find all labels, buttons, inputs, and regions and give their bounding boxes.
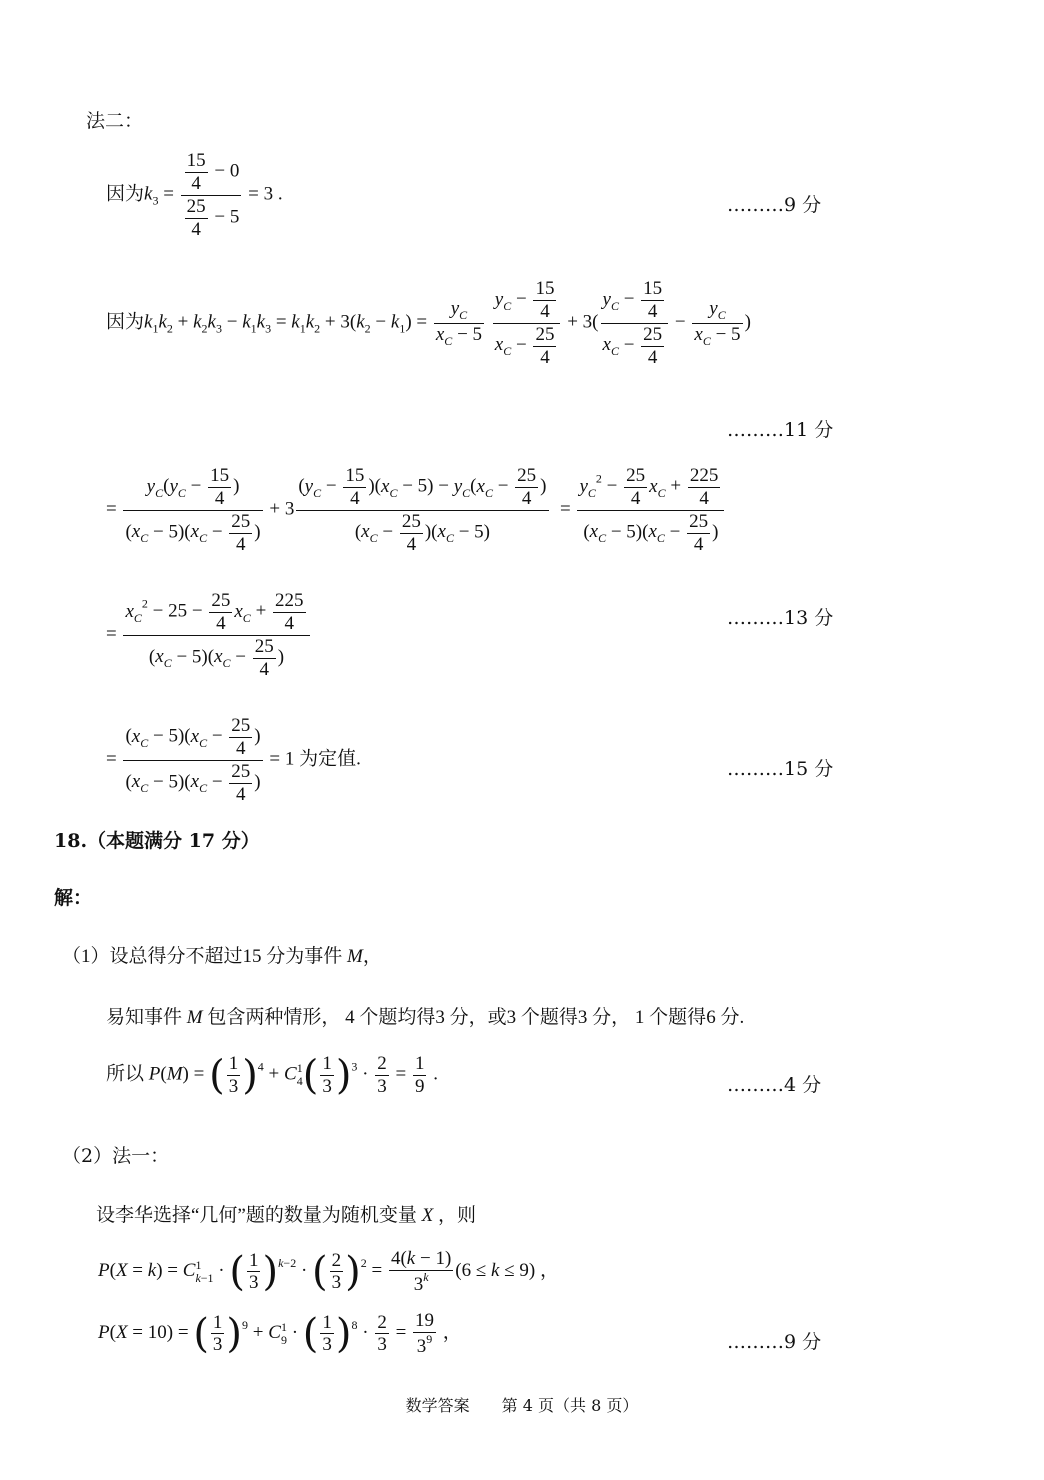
question-18-heading: 18.（本题满分 17 分）	[54, 830, 260, 852]
page-footer: 数学答案 第 4 页（共 8 页）	[405, 1396, 639, 1415]
expansion-equation: = $y_C(y_C$ − $\frac{15}{4}$ ) $(x_C - 5)(x_C$ − $\frac{25}{4}$ ) + 3 ($y_C$ − $\frac{15}{4}$ )$(x_C - 5) - y_C(x_C$ − $\frac{25}{4}$ ) ($x_C$ − $\frac{25}{4}$ )$(x_C - 5)$ = $y_C^2$ − $\frac{25}{4}$ $x_C$ + $\frac{225}{4}$ $(x_C - 5)(x_C$ − $\frac{25}{4}$ )	[106, 465, 726, 555]
score-4: ………4 分	[727, 1074, 822, 1096]
score-9-b: ………9 分	[727, 1331, 822, 1353]
cases-line: 易知事件 M 包含两种情形， 4 个题均得3 分，或3 个题得3 分， 1 个题得6 分.	[106, 1007, 745, 1028]
slope-product-equation: 因为$k_1k_2 + k_2k_3 - k_1k_3 = k_1k_2 + 3(k_2 - k_1)$ = $\frac{y_C}{x_C - 5}$ $y_C$ − $\frac{15}{4}$ $x_C$ − $\frac{25}{4}$ + 3( $y_C$ − $\frac{15}{4}$ $x_C$ − $\frac{25}{4}$ − $\frac{y_C}{x_C - 5}$ )	[106, 278, 751, 368]
score-15: ………15 分	[727, 758, 834, 780]
part1-line: （1）设总得分不超过15 分为事件 M，	[62, 946, 382, 967]
final-equation: = $(x_C - 5)(x_C$ − $\frac{25}{4}$ ) $(x_C - 5)(x_C$ − $\frac{25}{4}$ ) = 1 为定值.	[106, 715, 361, 805]
solution-label: 解：	[54, 887, 93, 909]
probability-m-equation: 所以 P(M) = ( $\frac{1}{3}$ )$^4$ + C 1 4 ( $\frac{1}{3}$ )$^3$ · $\frac{2}{3}$ = $\frac{1}{9}$ .	[106, 1052, 438, 1099]
score-11: ………11 分	[727, 419, 834, 441]
score-9-a: ………9 分	[727, 194, 822, 216]
score-13: ………13 分	[727, 607, 834, 629]
pmf-equation: P(X = k) = C 1 k−1 · ( $\frac{1}{3}$ )$^{k-2}$ · ( $\frac{2}{3}$ )$^2$ = $\frac{4(k - 1)}{3^k}$ (6 ≤ k ≤ 9) ，	[98, 1248, 559, 1295]
pmf-ten-equation: P(X = 10) = ( $\frac{1}{3}$ )$^9$ + C 1 9 · ( $\frac{1}{3}$ )$^8$ · $\frac{2}{3}$ = $\frac{19}{3^9}$ ，	[98, 1310, 462, 1357]
method-two-label: 法二：	[86, 110, 144, 132]
k3-equation: 因为$k_3$ = $\frac{15}{4}$ − 0 $\frac{25}{4}$ − 5 = 3 .	[106, 150, 283, 240]
part2-label: （2）法一：	[62, 1145, 170, 1167]
random-variable-line: 设李华选择“几何”题的数量为随机变量 X ，则	[96, 1205, 476, 1226]
simplified-equation: = $x_C^2 - 25$ − $\frac{25}{4}$ $x_C$ + $\frac{225}{4}$ $(x_C - 5)(x_C$ − $\frac{25}{4}$ )	[106, 590, 312, 680]
constant-text: 为定值.	[299, 748, 361, 770]
because-text: 因为	[106, 183, 145, 205]
